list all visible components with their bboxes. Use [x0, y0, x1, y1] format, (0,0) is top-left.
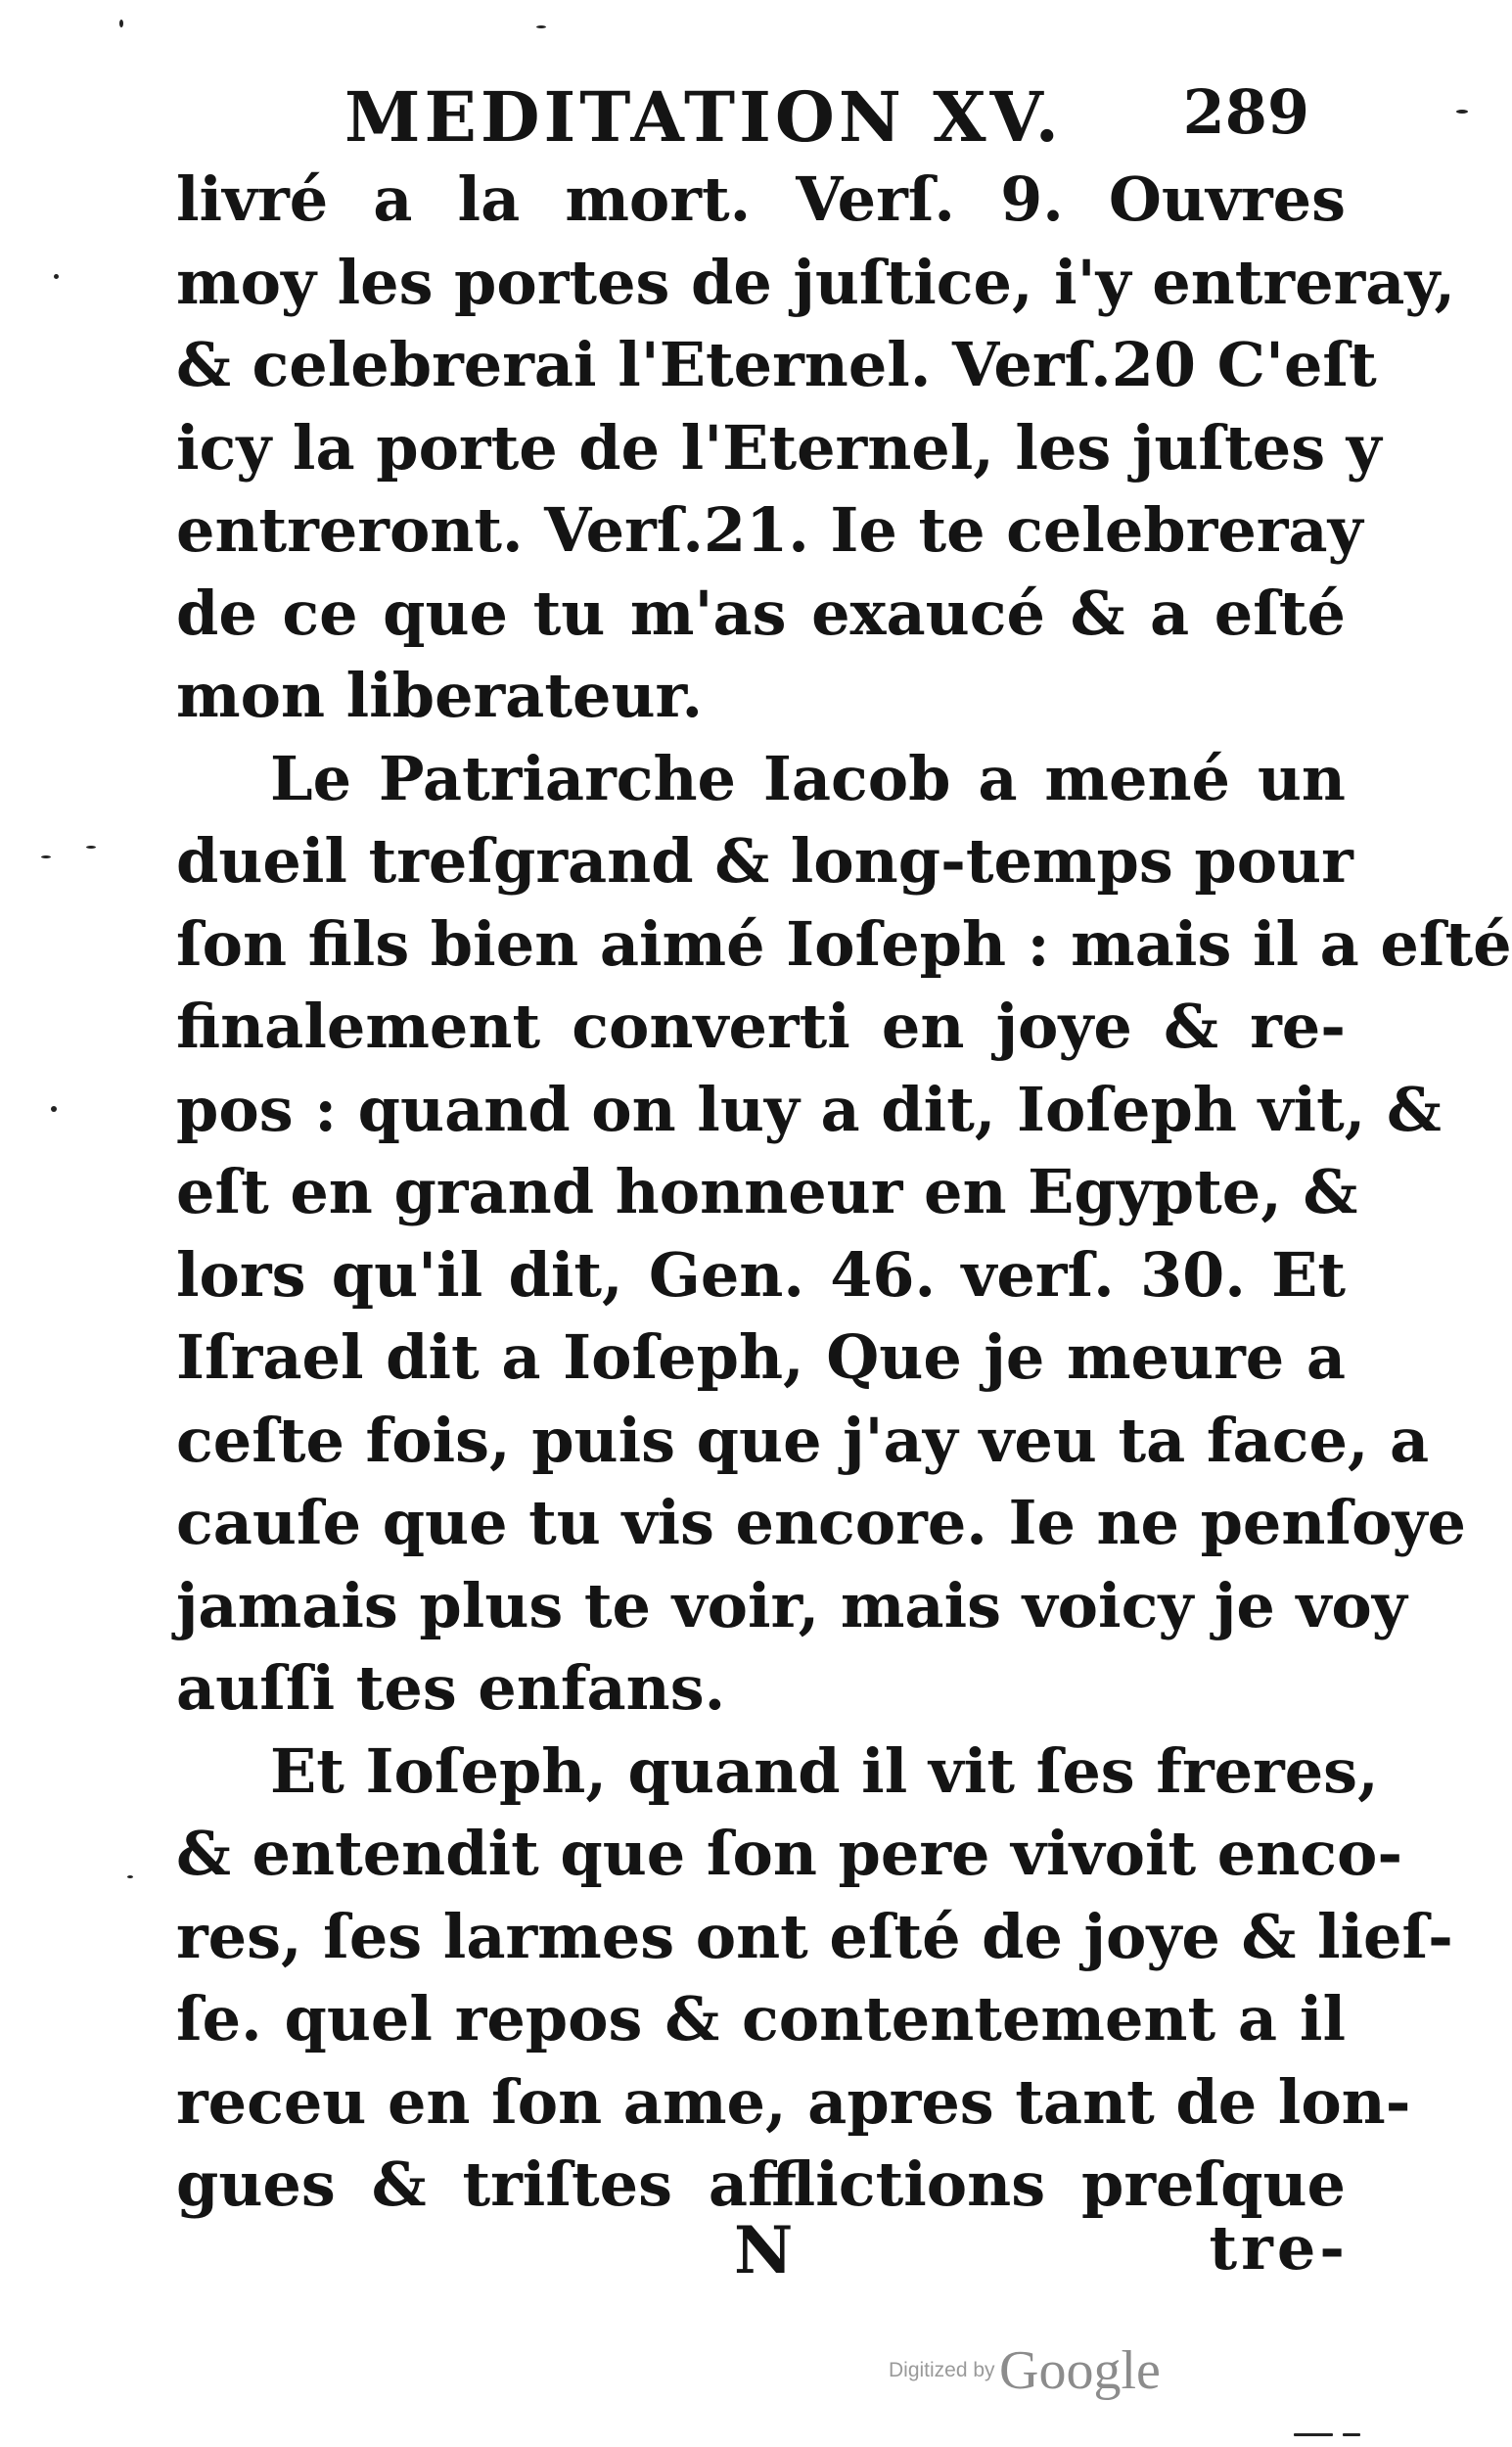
ink-speck	[119, 20, 123, 27]
ink-speck	[536, 25, 546, 28]
text-line: receu en ſon ame, apres tant de lon-	[176, 2065, 1411, 2138]
text-line: entreront. Verſ.21. Ie te celebreray	[176, 494, 1363, 566]
text-line: livré a la mort. Verſ. 9. Ouvres	[176, 163, 1346, 235]
text-line: Iſrael dit a Ioſeph, Que je meure a	[176, 1321, 1346, 1393]
running-header	[344, 76, 1323, 164]
text-line: lors qu'il dit, Gen. 46. verſ. 30. Et	[176, 1238, 1346, 1311]
ink-speck	[54, 274, 59, 279]
text-line: & entendit que ſon pere vivoit enco-	[176, 1818, 1403, 1889]
signature-mark: N	[734, 2212, 794, 2288]
text-line: & celebrerai l'Eternel. Verſ.20 C'eſt	[176, 329, 1377, 400]
text-line: gues & triſtes afflictions preſque	[176, 2148, 1346, 2220]
google-logo: Google	[999, 2340, 1161, 2401]
ink-speck	[86, 846, 96, 849]
digitized-by-text: Digitized by	[889, 2359, 995, 2381]
running-title: MEDITATION XV.	[344, 76, 1063, 158]
page-footer	[0, 2212, 1483, 2310]
page-number: 289	[1182, 76, 1309, 148]
ink-speck	[41, 855, 51, 858]
ink-speck	[127, 1875, 133, 1878]
text-line: ſe. quel repos & contentement a il	[176, 1983, 1346, 2055]
body-text	[176, 159, 1512, 2227]
text-line: moy les portes de juſtice, i'y entreray,	[176, 246, 1456, 318]
text-line: res, ſes larmes ont eſté de joye & lieſ-	[176, 1900, 1453, 1972]
paragraph-start-line: Et Ioſeph, quand il vit ſes freres,	[270, 1734, 1379, 1807]
text-line: de ce que tu m'as exaucé & a eſté	[176, 577, 1346, 649]
text-line: pos : quand on luy a dit, Ioſeph vit, &	[176, 1073, 1442, 1145]
text-line: cauſe que tu vis encore. Ie ne penſoye	[176, 1487, 1466, 1558]
text-line: auſſi tes enfans.	[176, 1652, 726, 1724]
text-line: icy la porte de l'Eternel, les juſtes y	[176, 411, 1382, 484]
text-line: eſt en grand honneur en Egypte, &	[176, 1156, 1358, 1227]
ink-speck	[51, 1106, 57, 1112]
text-line: ſon fils bien aimé Ioſeph : mais il a eſté	[176, 907, 1512, 980]
text-line: ceſte fois, puis que j'ay veu ta face, a	[176, 1404, 1430, 1476]
ink-speck	[1456, 110, 1468, 114]
ink-speck	[1294, 2433, 1333, 2436]
text-line: jamais plus te voir, mais voicy je voy	[176, 1569, 1407, 1641]
paragraph-start-line: Le Patriarche Iacob a mené un	[270, 742, 1346, 814]
text-line: finalement converti en joye & re-	[176, 991, 1346, 1062]
catchword: tre-	[1209, 2212, 1349, 2284]
digitized-watermark	[889, 2339, 1161, 2418]
ink-speck	[1343, 2433, 1360, 2436]
text-line: mon liberateur.	[176, 660, 704, 731]
text-line: dueil treſgrand & long-temps pour	[176, 825, 1353, 897]
